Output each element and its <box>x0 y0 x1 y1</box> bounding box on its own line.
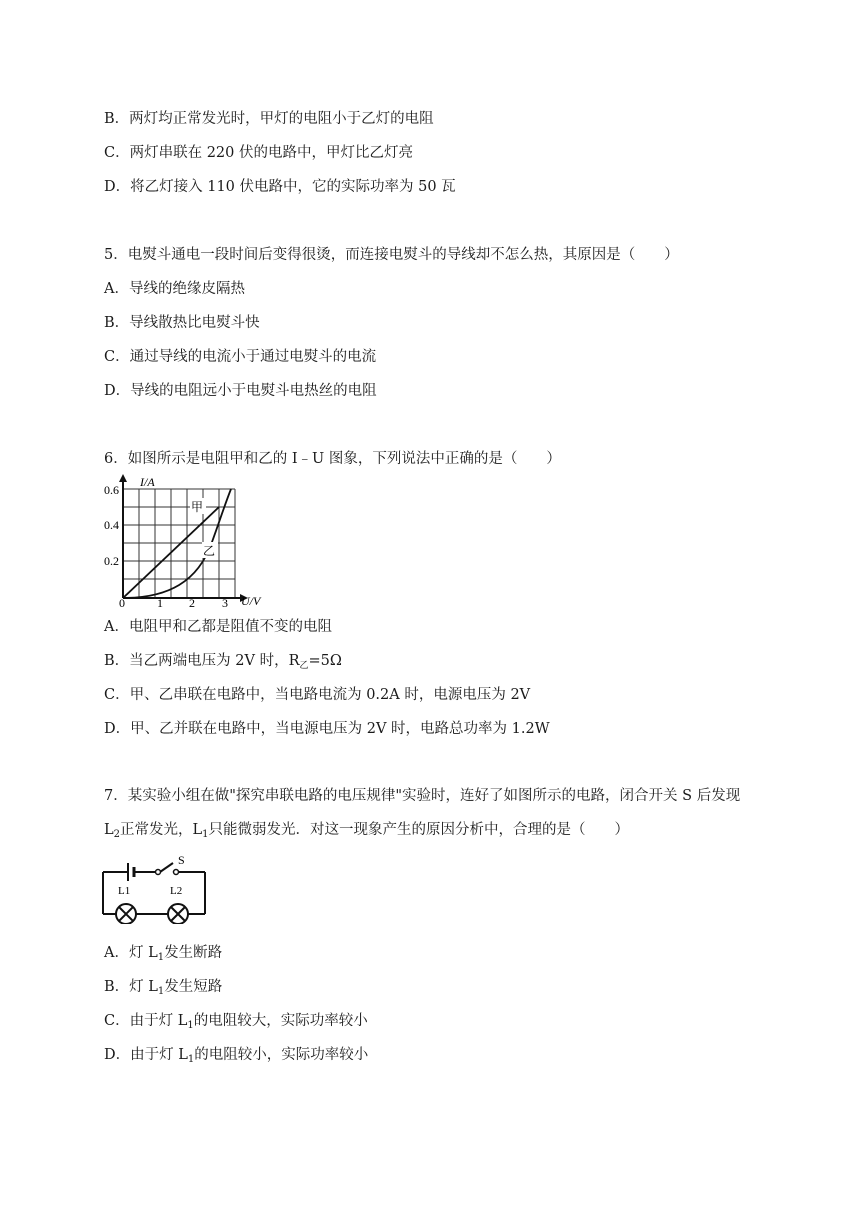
q5-option-d: D．导线的电阻远小于电熨斗电热丝的电阻 <box>104 383 377 399</box>
q7-option-d <box>104 1045 368 1070</box>
q7-lamp2-subscript: 2 <box>113 829 121 840</box>
q6-stem: 6．如图所示是电阻甲和乙的 I﹣U 图象，下列说法中正确的是（ ） <box>104 451 561 467</box>
x-tick-0: 0 <box>119 596 125 610</box>
q5-option-a: A．导线的绝缘皮隔热 <box>104 281 245 297</box>
curve-yi-label: 乙 <box>203 544 216 558</box>
q7-stem-line2 <box>104 820 629 845</box>
q7-option-c <box>104 1011 368 1036</box>
q7-lamp2-letter: L <box>104 822 114 838</box>
lamp-l1-icon <box>116 904 136 924</box>
q7-option-b-subscript: 1 <box>157 986 165 997</box>
q7-stem-end: 只能微弱发光．对这一现象产生的原因分析中，合理的是（ ） <box>208 822 630 838</box>
q7-option-a <box>104 943 222 968</box>
q6-option-c: C．甲、乙串联在电路中，当电路电流为 0.2A 时，电源电压为 2V <box>104 687 531 703</box>
q4-option-c: C．两灯串联在 220 伏的电路中，甲灯比乙灯亮 <box>104 145 413 161</box>
q7-option-b-tail: 发生短路 <box>164 979 223 995</box>
q7-option-c-subscript: 1 <box>187 1020 194 1031</box>
q7-lamp1-subscript: 1 <box>202 829 209 840</box>
lamp2-label: L2 <box>170 885 183 897</box>
q6-option-b-subscript: 乙 <box>299 661 309 671</box>
q4-option-d: D．将乙灯接入 110 伏电路中，它的实际功率为 50 瓦 <box>104 179 456 195</box>
q7-option-d-tail: 的电阻较小，实际功率较小 <box>194 1047 369 1063</box>
x-axis-label: U/V <box>241 594 261 608</box>
q7-option-a-subscript: 1 <box>157 952 165 963</box>
q7-option-d-text: D．由于灯 L <box>104 1047 188 1063</box>
q6-option-b-value: =5Ω <box>308 653 342 669</box>
y-tick-06: 0.6 <box>104 483 119 497</box>
curve-jia-label: 甲 <box>191 500 204 514</box>
q7-option-b <box>104 977 222 1002</box>
y-tick-04: 0.4 <box>104 518 119 532</box>
q4-option-b: B．两灯均正常发光时，甲灯的电阻小于乙灯的电阻 <box>104 111 434 127</box>
q5-stem: 5．电熨斗通电一段时间后变得很烫，而连接电熨斗的导线却不怎么热，其原因是（ ） <box>104 247 679 263</box>
q7-option-a-text: A．灯 L <box>104 945 158 961</box>
circuit-diagram <box>98 852 213 924</box>
iu-graph <box>98 474 270 612</box>
x-tick-1: 1 <box>157 596 163 610</box>
lamp1-label: L1 <box>118 885 131 897</box>
q6-option-b-text: B．当乙两端电压为 2V 时，R <box>104 653 300 669</box>
q7-option-a-tail: 发生断路 <box>164 945 223 961</box>
x-tick-2: 2 <box>189 596 195 610</box>
y-axis-arrow-icon <box>119 474 127 482</box>
q5-option-c: C．通过导线的电流小于通过电熨斗的电流 <box>104 349 377 365</box>
q6-option-b <box>104 651 342 676</box>
q6-option-a: A．电阻甲和乙都是阻值不变的电阻 <box>104 619 332 635</box>
x-tick-3: 3 <box>222 596 228 610</box>
lamp-l2-icon <box>168 904 188 924</box>
q6-option-d: D．甲、乙并联在电路中，当电源电压为 2V 时，电路总功率为 1.2W <box>104 721 550 737</box>
q5-option-b: B．导线散热比电熨斗快 <box>104 315 260 331</box>
q7-stem-mid: 正常发光，L <box>120 822 203 838</box>
q7-option-c-tail: 的电阻较大，实际功率较小 <box>193 1013 368 1029</box>
q7-option-b-text: B．灯 L <box>104 979 158 995</box>
q7-stem-line1: 7．某实验小组在做"探究串联电路的电压规律"实验时，连好了如图所示的电路，闭合开关 S 后发现 <box>104 788 741 804</box>
y-tick-02: 0.2 <box>104 554 119 568</box>
switch-icon <box>156 870 161 875</box>
q7-option-c-text: C．由于灯 L <box>104 1013 188 1029</box>
y-axis-label: I/A <box>140 475 155 489</box>
switch-label: S <box>178 853 185 867</box>
q7-option-d-subscript: 1 <box>187 1054 195 1065</box>
